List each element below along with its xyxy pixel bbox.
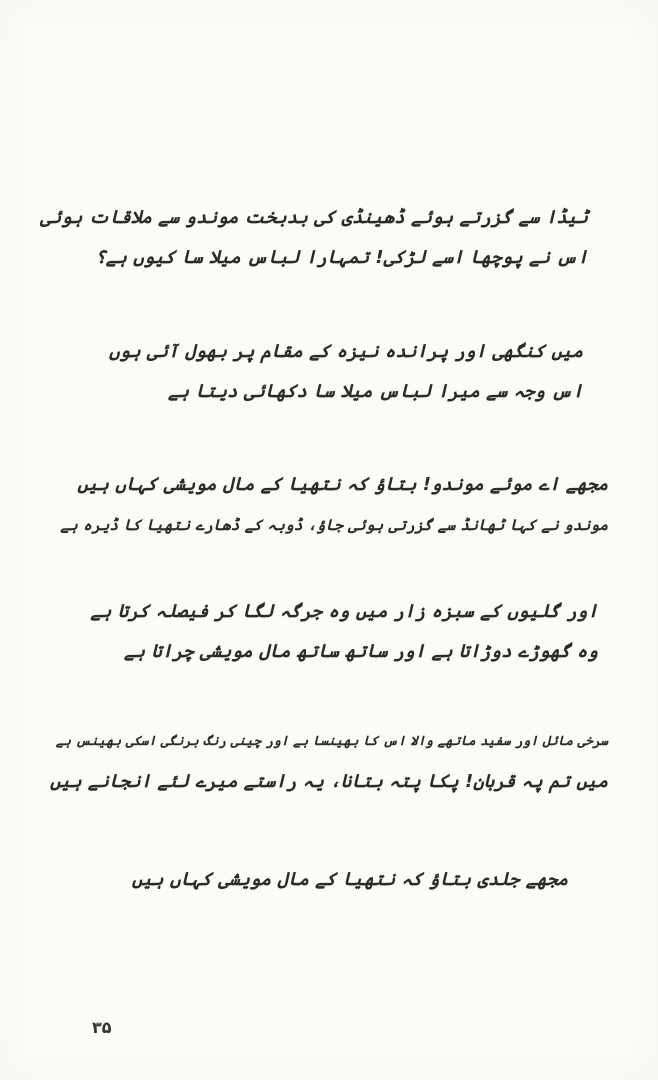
verse-line: مجھے اے موئے موندو! بتاؤ کہ نتھیا کے مال مویشی کہاں ہیں <box>77 474 608 495</box>
stanza <box>23 332 583 412</box>
verse-line: موندو نے کہا ٹھانڈ سے گزرتی ہوئی جاؤ، ڈوبہ کے ڈھارے نتھیا کا ڈیرہ ہے <box>60 516 608 534</box>
verse-line: اس نے پوچھا اسے لڑکی! تمہارا لباس میلا سا کیوں ہے؟ <box>95 247 588 268</box>
stanza <box>48 722 608 802</box>
verse-line: ٹیڈا سے گزرتے ہوئے ڈھینڈی کی بدبخت موندو سے ملاقات ہوئی <box>40 207 588 228</box>
stanza <box>28 198 588 278</box>
verse-line: میں کنگھی اور پراندہ نیزہ کے مقام پر بھول آئی ہوں <box>109 341 583 362</box>
verse-line: اور گلیوں کے سبزہ زار میں وہ جرگہ لگا کر فیصلہ کرتا ہے <box>90 601 598 622</box>
page-number: ۳۵ <box>92 1018 112 1037</box>
verse-line: اس وجہ سے میرا لباس میلا سا دکھائی دیتا ہے <box>168 381 583 402</box>
stanza <box>48 465 608 545</box>
stanza <box>38 592 598 672</box>
verse-line: وہ گھوڑے دوڑاتا ہے اور ساتھ ساتھ مال مویشی چراتا ہے <box>124 641 598 662</box>
verse-line: سرخی مائل اور سفید ماتھے والا اس کا بھینسا ہے اور چینی رنگ برنگی اسکی بھینس ہے <box>55 734 608 749</box>
stanza <box>8 860 568 900</box>
verse-line: مجھے جلدی بتاؤ کہ نتھیا کے مال مویشی کہاں ہیں <box>131 869 568 890</box>
verse-line: میں تم پہ قربان! پکا پتہ بتانا، یہ راستے میرے لئے انجانے ہیں <box>49 771 608 792</box>
